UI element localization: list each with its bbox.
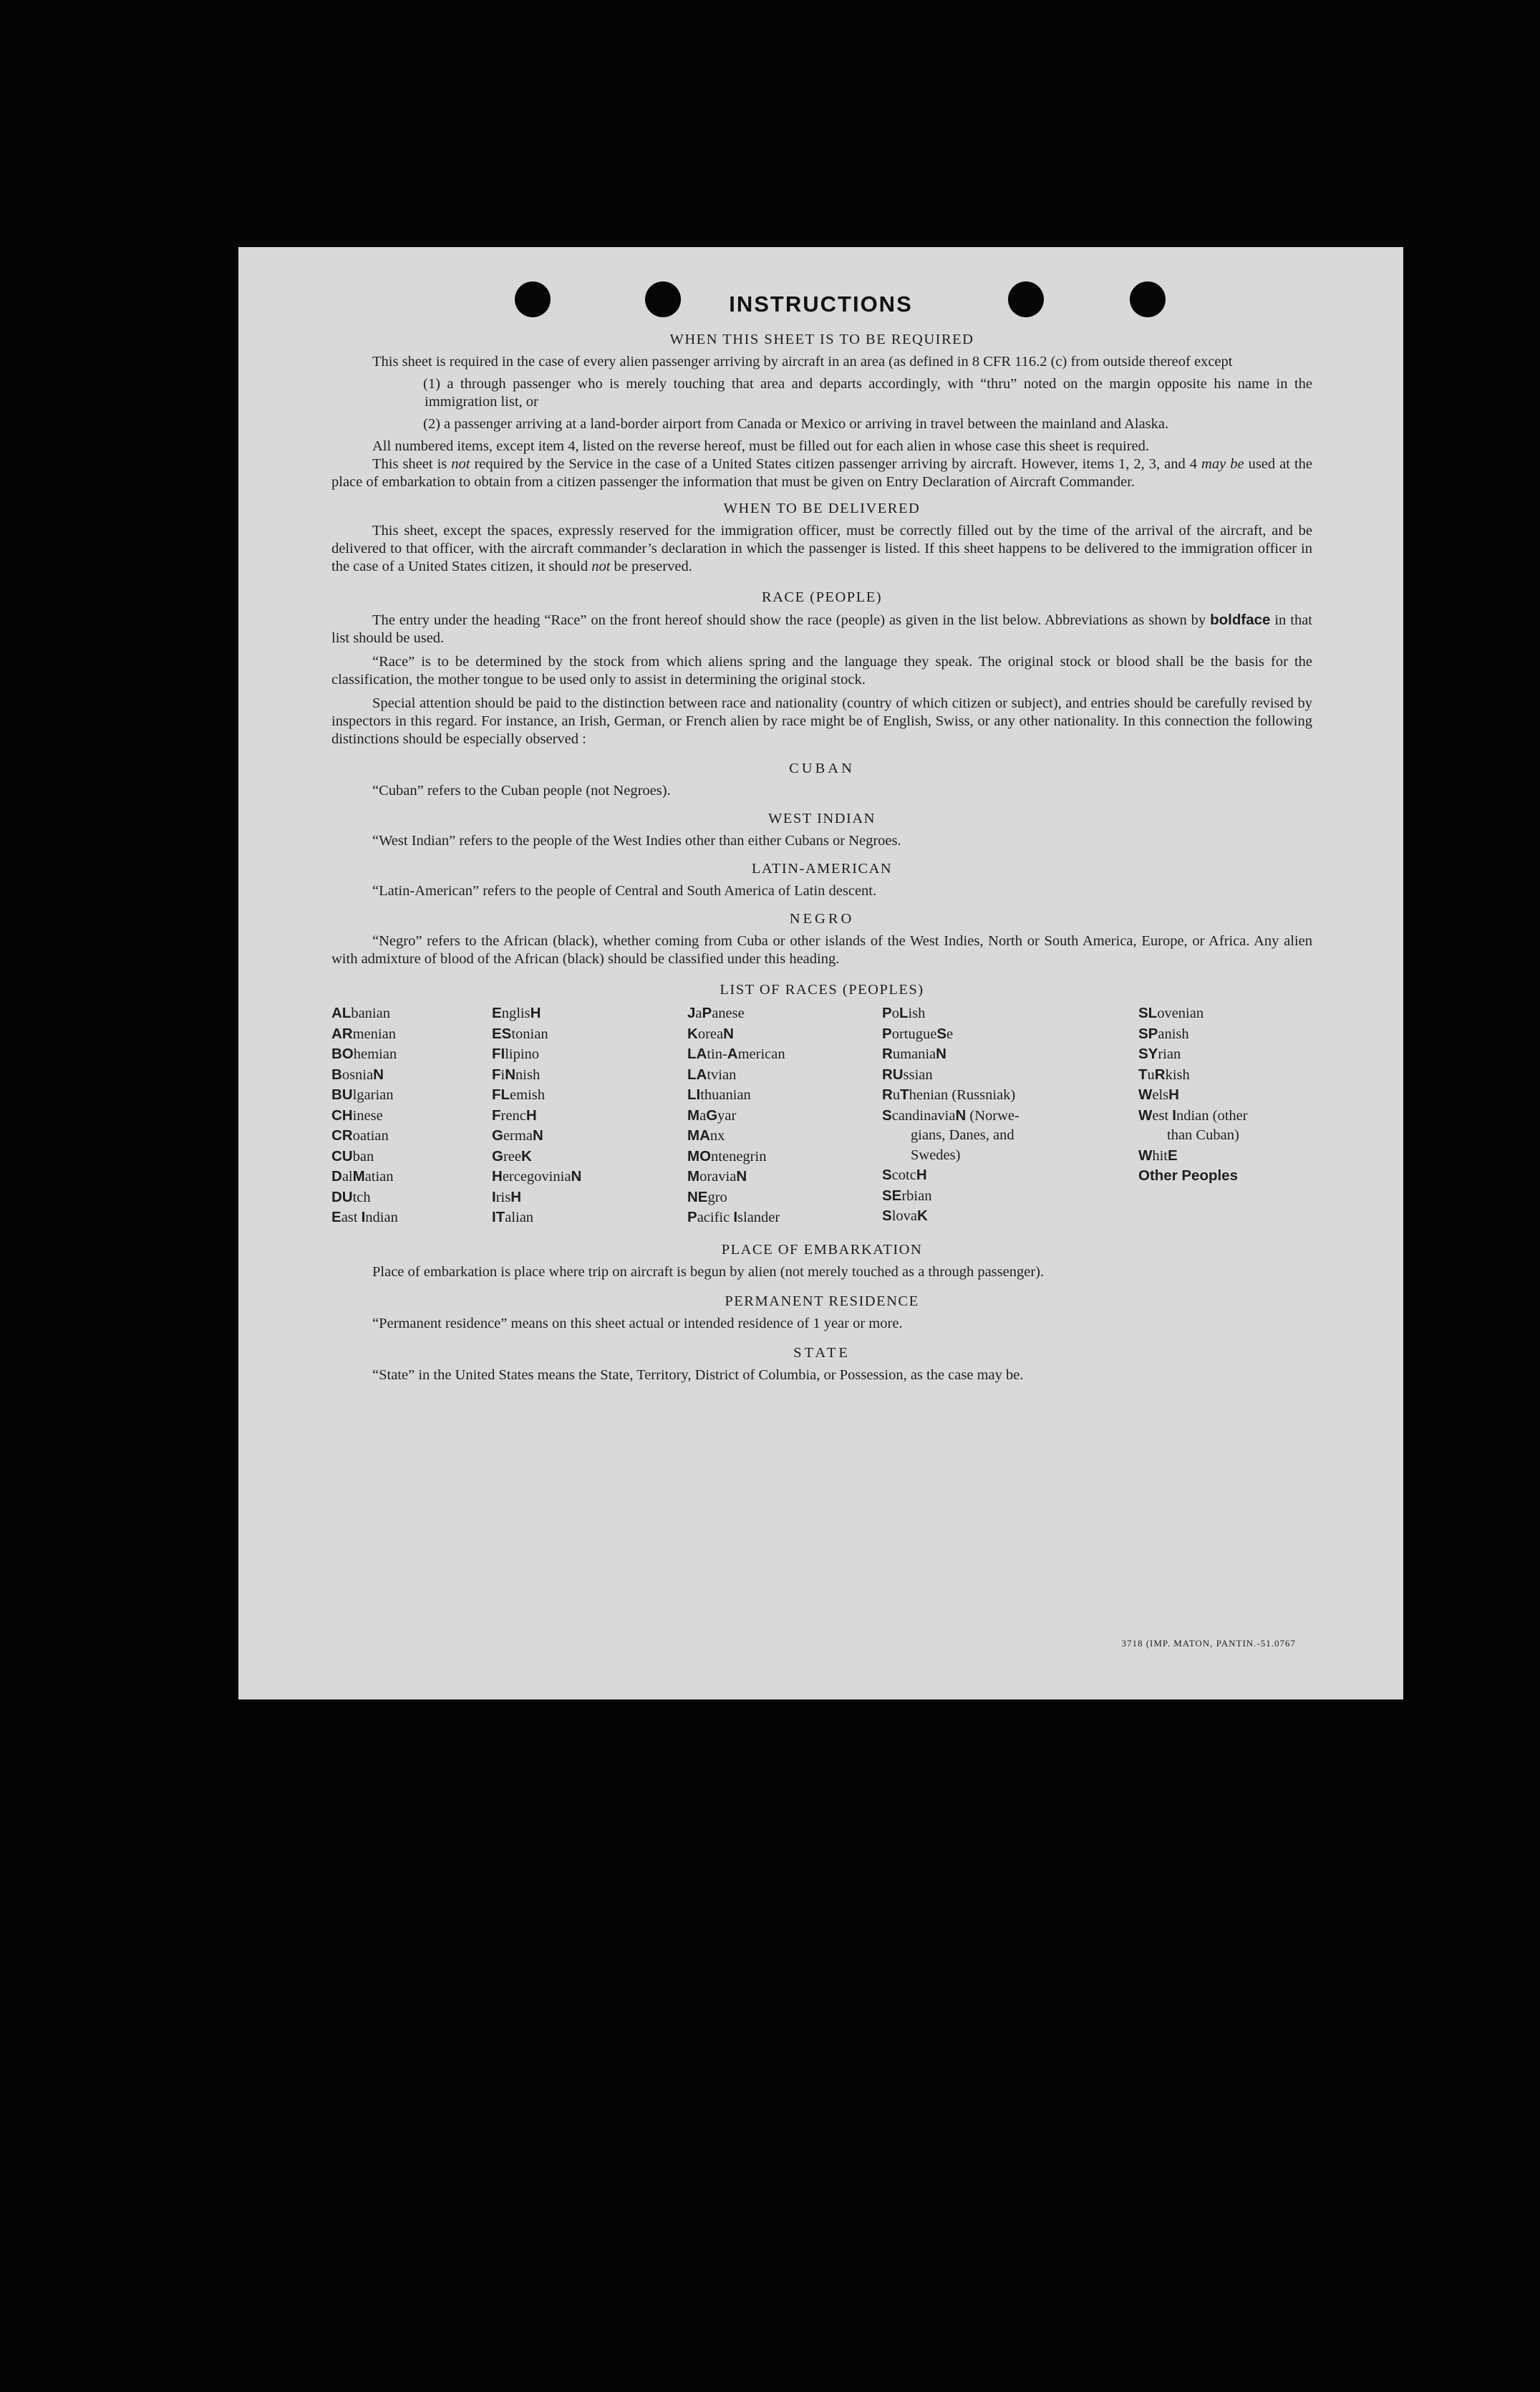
race-text: alian bbox=[505, 1210, 534, 1225]
race-text: a bbox=[695, 1005, 702, 1021]
races-column bbox=[331, 1003, 492, 1228]
race-abbreviation: BU bbox=[331, 1086, 353, 1103]
race-abbreviation: I bbox=[1172, 1106, 1176, 1124]
race-entry bbox=[882, 1003, 1138, 1024]
race-text: thuanian bbox=[700, 1087, 751, 1103]
race-entry bbox=[492, 1147, 687, 1167]
paragraph: Special attention should be paid to the distinction between race and nationality (country of which citizen or subject), and entries should be carefully revised by inspectors in this regard. For instance, an Irish, German, or French alien by race might be of English, Swiss, or any other nationality. In this connection the following distinctions should be especially observed : bbox=[331, 695, 1312, 747]
race-entry bbox=[687, 1044, 882, 1065]
race-text: lgarian bbox=[352, 1087, 394, 1103]
race-abbreviation: S bbox=[882, 1167, 892, 1183]
section-heading: PERMANENT RESIDENCE bbox=[725, 1293, 919, 1309]
race-text: tvian bbox=[707, 1066, 737, 1083]
race-abbreviation: N bbox=[736, 1168, 747, 1185]
race-abbreviation: LA bbox=[687, 1066, 707, 1083]
race-text: atian bbox=[364, 1169, 394, 1185]
race-text: candinavia bbox=[891, 1107, 956, 1124]
section-heading: WHEN THIS SHEET IS TO BE REQUIRED bbox=[669, 332, 974, 347]
numbered-item: (2) a passenger arriving at a land-border airport from Canada or Mexico or arriving in travel between the mainland and Alaska. bbox=[423, 416, 1169, 432]
race-text: rian bbox=[1158, 1046, 1181, 1062]
race-abbreviation: F bbox=[492, 1066, 501, 1083]
race-text: cotc bbox=[891, 1167, 916, 1183]
race-abbreviation: H bbox=[510, 1188, 522, 1205]
race-entry bbox=[492, 1106, 687, 1127]
race-text: banian bbox=[351, 1005, 390, 1021]
race-text: osnia bbox=[342, 1066, 374, 1083]
race-text: merican bbox=[737, 1046, 785, 1062]
race-text: rbian bbox=[901, 1187, 932, 1204]
race-abbreviation: W bbox=[1138, 1147, 1153, 1164]
text-span: required by the Service in the case of a United States citizen passenger arriving by aircraft. However, items 1, 2, 3, and 4 bbox=[470, 456, 1202, 472]
race-abbreviation: M bbox=[687, 1106, 700, 1124]
race-text: e bbox=[946, 1026, 954, 1042]
race-text: gians, Danes, and bbox=[911, 1127, 1014, 1143]
race-entry bbox=[492, 1044, 687, 1065]
race-text: ris bbox=[495, 1189, 511, 1205]
race-abbreviation: CR bbox=[331, 1127, 353, 1144]
race-abbreviation: I bbox=[733, 1209, 738, 1225]
race-abbreviation: P bbox=[882, 1005, 892, 1021]
race-text: a bbox=[699, 1107, 707, 1124]
race-abbreviation: H bbox=[916, 1167, 927, 1183]
paragraph: “Permanent residence” means on this sheet actual or intended residence of 1 year or more. bbox=[372, 1315, 903, 1331]
race-entry bbox=[1138, 1065, 1312, 1086]
race-text: els bbox=[1152, 1087, 1169, 1103]
race-entry bbox=[331, 1167, 492, 1187]
bold-text: boldface bbox=[1210, 612, 1271, 628]
race-text: u bbox=[1147, 1066, 1155, 1083]
paragraph: “Latin-American” refers to the people of Central and South America of Latin descent. bbox=[372, 883, 877, 899]
race-text: ish bbox=[908, 1005, 926, 1021]
races-column bbox=[1138, 1003, 1312, 1228]
race-abbreviation: K bbox=[687, 1025, 698, 1042]
race-entry bbox=[331, 1065, 492, 1086]
race-entry bbox=[687, 1187, 882, 1208]
races-column bbox=[492, 1003, 687, 1228]
race-abbreviation: H bbox=[526, 1106, 537, 1124]
race-abbreviation: N bbox=[955, 1106, 967, 1124]
race-text: hemian bbox=[353, 1046, 397, 1062]
race-entry bbox=[882, 1126, 1138, 1146]
print-code: 3718 (IMP. MATON, PANTIN.-51.0767 bbox=[1121, 1638, 1296, 1649]
race-entry bbox=[1138, 1126, 1312, 1146]
text-span: This sheet is bbox=[372, 456, 452, 472]
race-entry bbox=[1138, 1003, 1312, 1024]
race-text: ercegovinia bbox=[502, 1169, 571, 1185]
race-abbreviation: J bbox=[687, 1005, 696, 1021]
race-text: emish bbox=[510, 1087, 546, 1103]
race-entry bbox=[492, 1187, 687, 1208]
race-abbreviation: M bbox=[352, 1168, 365, 1185]
race-abbreviation: B bbox=[331, 1066, 342, 1083]
race-entry bbox=[331, 1126, 492, 1147]
race-abbreviation: G bbox=[492, 1147, 503, 1164]
race-entry bbox=[331, 1207, 492, 1228]
race-abbreviation: H bbox=[492, 1168, 503, 1185]
race-abbreviation: N bbox=[723, 1025, 734, 1042]
race-text: ntenegrin bbox=[711, 1148, 767, 1164]
italic-text: may be bbox=[1201, 456, 1244, 472]
race-abbreviation: N bbox=[505, 1066, 516, 1083]
race-abbreviation: R bbox=[882, 1046, 893, 1062]
race-abbreviation: R bbox=[1154, 1066, 1166, 1083]
section-heading: CUBAN bbox=[789, 761, 855, 776]
race-abbreviation: SL bbox=[1138, 1005, 1158, 1021]
race-entry bbox=[1138, 1106, 1312, 1127]
race-entry bbox=[331, 1147, 492, 1167]
race-text: al bbox=[342, 1169, 353, 1185]
race-entry bbox=[492, 1207, 687, 1228]
race-text: nish bbox=[515, 1066, 541, 1083]
race-text: (Norwe- bbox=[966, 1107, 1020, 1124]
race-text: tin- bbox=[707, 1046, 727, 1062]
text-span: The entry under the heading “Race” on the front hereof should show the race (people) as given in the list below. Abbreviations as shown by bbox=[372, 612, 1211, 628]
race-entry bbox=[687, 1024, 882, 1045]
race-abbreviation: W bbox=[1138, 1086, 1153, 1103]
race-abbreviation: CU bbox=[331, 1147, 353, 1164]
race-text: tch bbox=[352, 1189, 371, 1205]
page-title: INSTRUCTIONS bbox=[729, 291, 913, 317]
race-abbreviation: W bbox=[1138, 1106, 1153, 1124]
race-abbreviation: FL bbox=[492, 1086, 510, 1103]
race-text: anish bbox=[1158, 1026, 1189, 1042]
race-text: ban bbox=[352, 1148, 374, 1164]
race-entry bbox=[1138, 1044, 1312, 1065]
race-abbreviation: DU bbox=[331, 1188, 353, 1205]
race-text: ssian bbox=[903, 1066, 933, 1083]
race-text: oravia bbox=[699, 1169, 737, 1185]
race-abbreviation: T bbox=[900, 1086, 909, 1103]
race-abbreviation: R bbox=[882, 1086, 893, 1103]
race-abbreviation: AL bbox=[331, 1005, 352, 1021]
paragraph: “State” in the United States means the State, Territory, District of Columbia, or Possession, as the case may be. bbox=[372, 1366, 1024, 1383]
section-heading: WHEN TO BE DELIVERED bbox=[723, 501, 921, 516]
race-text: renc bbox=[500, 1107, 526, 1124]
race-text: est bbox=[1152, 1107, 1173, 1124]
race-entry bbox=[882, 1085, 1138, 1106]
section-heading: RACE (PEOPLE) bbox=[761, 589, 883, 605]
race-text: lova bbox=[891, 1208, 917, 1224]
race-entry bbox=[882, 1044, 1138, 1065]
race-abbreviation: H bbox=[530, 1005, 541, 1021]
paragraph bbox=[331, 522, 1312, 576]
section-heading: LATIN-AMERICAN bbox=[751, 861, 893, 877]
race-abbreviation: F bbox=[492, 1106, 501, 1124]
race-abbreviation: SE bbox=[882, 1187, 902, 1204]
race-entry bbox=[1138, 1085, 1312, 1106]
document-body bbox=[331, 331, 1312, 1384]
race-entry bbox=[687, 1207, 882, 1228]
race-entry bbox=[492, 1003, 687, 1024]
paragraph bbox=[331, 455, 1312, 491]
race-entry bbox=[882, 1206, 1138, 1227]
race-abbreviation: G bbox=[492, 1127, 503, 1144]
race-text: tonian bbox=[511, 1026, 548, 1042]
text-span: be preserved. bbox=[610, 559, 692, 574]
race-abbreviation: SP bbox=[1138, 1025, 1158, 1042]
race-text: o bbox=[891, 1005, 899, 1021]
section-heading: WEST INDIAN bbox=[768, 811, 876, 826]
race-entry bbox=[687, 1003, 882, 1024]
race-entry bbox=[882, 1165, 1138, 1186]
race-abbreviation: LI bbox=[687, 1086, 701, 1103]
race-text: ovenian bbox=[1157, 1005, 1204, 1021]
race-text: anese bbox=[712, 1005, 745, 1021]
paragraph: “Negro” refers to the African (black), whether coming from Cuba or other islands of the West Indies, North or South America, Europe, or Africa. Any alien with admixture of blood of the African (black) should be classified under this heading. bbox=[331, 933, 1312, 967]
race-entry bbox=[331, 1003, 492, 1024]
race-abbreviation: P bbox=[702, 1005, 712, 1021]
race-abbreviation: N bbox=[571, 1168, 582, 1185]
race-entry bbox=[1138, 1166, 1312, 1187]
race-abbreviation: NE bbox=[687, 1188, 708, 1205]
race-entry bbox=[331, 1044, 492, 1065]
race-abbreviation: N bbox=[532, 1127, 543, 1144]
race-entry bbox=[882, 1186, 1138, 1207]
race-text: Swedes) bbox=[911, 1147, 961, 1163]
race-abbreviation: I bbox=[361, 1209, 366, 1225]
race-abbreviation: E bbox=[492, 1005, 502, 1021]
italic-text: not bbox=[591, 559, 611, 574]
race-entry bbox=[882, 1065, 1138, 1086]
section-heading: NEGRO bbox=[789, 911, 855, 927]
race-text: lipino bbox=[505, 1046, 540, 1062]
paragraph: This sheet is required in the case of every alien passenger arriving by aircraft in an area (as defined in 8 CFR 116.2 (c) from outside thereof except bbox=[372, 354, 1233, 370]
race-entry bbox=[1138, 1024, 1312, 1045]
race-text: oatian bbox=[352, 1128, 389, 1144]
race-abbreviation: I bbox=[492, 1188, 496, 1205]
race-entry bbox=[882, 1146, 1138, 1166]
race-entry bbox=[331, 1106, 492, 1127]
race-abbreviation: MA bbox=[687, 1127, 710, 1144]
race-abbreviation: L bbox=[899, 1005, 909, 1021]
race-abbreviation: E bbox=[1168, 1147, 1178, 1164]
race-entry bbox=[1138, 1146, 1312, 1167]
section-heading: PLACE OF EMBARKATION bbox=[721, 1241, 923, 1258]
section-heading: LIST OF RACES (PEOPLES) bbox=[720, 982, 924, 998]
race-abbreviation: IT bbox=[492, 1209, 505, 1225]
race-abbreviation: AR bbox=[331, 1025, 353, 1042]
race-text: nx bbox=[710, 1128, 725, 1144]
race-text: inese bbox=[352, 1107, 383, 1124]
race-entry bbox=[687, 1147, 882, 1167]
race-text: menian bbox=[352, 1026, 396, 1042]
race-text: yar bbox=[717, 1107, 737, 1124]
race-abbreviation: K bbox=[916, 1207, 928, 1224]
race-abbreviation: S bbox=[882, 1106, 892, 1124]
paragraph: “Cuban” refers to the Cuban people (not Negroes). bbox=[372, 783, 671, 799]
race-abbreviation: MO bbox=[687, 1147, 712, 1164]
race-abbreviation: P bbox=[687, 1209, 697, 1225]
race-abbreviation: T bbox=[1138, 1066, 1148, 1083]
text-span: in that list should be used. bbox=[331, 612, 1312, 646]
section-heading: STATE bbox=[793, 1344, 851, 1361]
races-column bbox=[687, 1003, 882, 1228]
race-text: henian (Russniak) bbox=[909, 1087, 1016, 1103]
race-text: gro bbox=[707, 1189, 727, 1205]
race-abbreviation: P bbox=[882, 1025, 892, 1042]
race-abbreviation: K bbox=[520, 1147, 532, 1164]
race-abbreviation: E bbox=[331, 1209, 342, 1225]
race-abbreviation: D bbox=[331, 1168, 342, 1185]
race-entry bbox=[687, 1126, 882, 1147]
race-text: ast bbox=[341, 1210, 362, 1225]
race-text: kish bbox=[1165, 1066, 1190, 1083]
race-abbreviation: A bbox=[727, 1046, 738, 1062]
italic-text: not bbox=[451, 456, 470, 472]
race-abbreviation: RU bbox=[882, 1066, 904, 1083]
race-text: acific bbox=[697, 1210, 734, 1225]
paragraph: All numbered items, except item 4, listed on the reverse hereof, must be filled out for each alien in whose case this sheet is required. bbox=[372, 438, 1150, 454]
race-text: slander bbox=[737, 1210, 780, 1225]
race-text: hit bbox=[1152, 1147, 1168, 1164]
race-entry bbox=[687, 1065, 882, 1086]
race-entry bbox=[882, 1106, 1138, 1127]
paragraph: “West Indian” refers to the people of the West Indies other than either Cubans or Negroes. bbox=[372, 833, 901, 849]
race-abbreviation: SY bbox=[1138, 1046, 1158, 1062]
race-entry bbox=[492, 1085, 687, 1106]
race-abbreviation: CH bbox=[331, 1106, 353, 1124]
race-abbreviation: N bbox=[373, 1066, 384, 1083]
race-entry bbox=[331, 1187, 492, 1208]
race-abbreviation: G bbox=[706, 1106, 718, 1124]
race-entry bbox=[331, 1085, 492, 1106]
race-text: i bbox=[500, 1066, 505, 1083]
paragraph: “Race” is to be determined by the stock from which aliens spring and the language they speak. The original stock or blood shall be the basis for the classification, the mother tongue to be used only to assist in determining the original stock. bbox=[331, 654, 1312, 688]
race-abbreviation: S bbox=[882, 1207, 892, 1224]
race-entry bbox=[687, 1106, 882, 1127]
paragraph bbox=[331, 611, 1312, 647]
race-abbreviation: Other Peoples bbox=[1138, 1167, 1238, 1184]
race-abbreviation: ES bbox=[492, 1025, 512, 1042]
race-text: orea bbox=[697, 1026, 724, 1042]
race-text: ree bbox=[503, 1148, 521, 1164]
race-abbreviation: LA bbox=[687, 1046, 707, 1062]
race-entry bbox=[331, 1024, 492, 1045]
text-span: used at the place of embarkation to obtain from a citizen passenger the information that must be given on Entry Declaration of Aircraft Commander. bbox=[331, 456, 1312, 490]
race-entry bbox=[687, 1167, 882, 1187]
race-entry bbox=[492, 1167, 687, 1187]
race-abbreviation: FI bbox=[492, 1046, 505, 1062]
races-column bbox=[882, 1003, 1138, 1228]
race-text: ortugue bbox=[891, 1026, 937, 1042]
race-entry bbox=[687, 1085, 882, 1106]
paragraph: Place of embarkation is place where trip on aircraft is begun by alien (not merely touched as a through passenger). bbox=[372, 1263, 1045, 1280]
race-abbreviation: BO bbox=[331, 1046, 354, 1062]
race-entry bbox=[882, 1024, 1138, 1045]
race-text: ndian bbox=[365, 1210, 398, 1225]
race-text: than Cuban) bbox=[1167, 1127, 1239, 1143]
instruction-sheet bbox=[238, 247, 1403, 1699]
race-abbreviation: M bbox=[687, 1168, 700, 1185]
race-abbreviation: H bbox=[1168, 1086, 1179, 1103]
race-entry bbox=[492, 1065, 687, 1086]
numbered-item: (1) a through passenger who is merely touching that area and departs accordingly, with “thru” noted on the margin opposite his name in the immigration list, or bbox=[423, 376, 1312, 410]
races-list bbox=[331, 1003, 1312, 1228]
race-text: u bbox=[892, 1087, 901, 1103]
race-entry bbox=[492, 1126, 687, 1147]
race-text: umania bbox=[892, 1046, 936, 1062]
race-text: nglis bbox=[501, 1005, 531, 1021]
race-abbreviation: N bbox=[936, 1046, 946, 1062]
race-entry bbox=[492, 1024, 687, 1045]
race-abbreviation: S bbox=[936, 1025, 946, 1042]
text-span: This sheet, except the spaces, expressly reserved for the immigration officer, must be correctly filled out by the time of the arrival of the aircraft, and be delivered to that officer, with the aircraft commander’s declaration in which the passenger is listed. If this sheet happens to be delivered to the immigration officer in the case of a United States citizen, it should bbox=[331, 523, 1312, 574]
race-text: erma bbox=[503, 1128, 533, 1144]
race-text: ndian (other bbox=[1176, 1107, 1248, 1124]
